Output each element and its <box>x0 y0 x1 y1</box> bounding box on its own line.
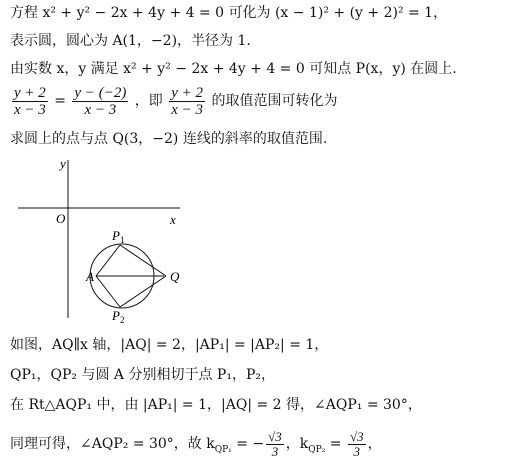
fraction-left <box>12 85 48 118</box>
fraction-denominator: x − 3 <box>171 101 204 118</box>
text-line-2: 表示圆，圆心为 A(1，−2)，半径为 1. <box>10 33 251 49</box>
fraction-root3 <box>348 430 366 459</box>
fraction-denominator: 3 <box>353 443 361 459</box>
label-point-p2: $P_2$ <box>112 308 125 324</box>
text-line-5: 求圆上的点与点 Q(3，−2) 连线的斜率的取值范围. <box>10 131 328 147</box>
fraction-numerator: √3 <box>268 428 282 444</box>
label-point-p1: $P_1$ <box>112 228 125 245</box>
equals-pos: = <box>325 436 346 452</box>
subscript-qp1: QP₁ <box>214 444 232 455</box>
label-y-axis: y <box>60 156 66 171</box>
text-line-7: QP₁，QP₂ 与圆 A 分别相切于点 P₁，P₂， <box>10 367 275 383</box>
fraction-numerator: y − (−2) <box>74 84 127 101</box>
equals-sign: = <box>54 93 66 109</box>
radius-ap1 <box>96 245 120 276</box>
equals-neg: = − <box>231 436 265 452</box>
label-point-a: A <box>86 269 94 284</box>
subscript-qp2: QP₂ <box>308 444 326 455</box>
fraction-numerator: √3 <box>349 428 364 444</box>
label-point-q: Q <box>170 269 180 284</box>
fraction-numerator: y + 2 <box>14 84 46 101</box>
text-connector: ，即 <box>134 93 163 109</box>
radius-ap2 <box>96 276 120 307</box>
fraction-neg-root3 <box>266 430 284 459</box>
text-line-8: 在 Rt△AQP₁ 中，由 |AP₁| = 1，|AQ| = 2 得，∠AQP₁ = 30°， <box>10 397 422 413</box>
fraction-numerator: y + 2 <box>171 84 204 101</box>
label-x-axis: x <box>170 212 176 227</box>
text-line-1: 方程 x² + y² − 2x + 4y + 4 = 0 可化为 (x − 1)² + (y + 2)² = 1， <box>10 5 448 21</box>
text-line-6: 如图，AQ∥x 轴，|AQ| = 2，|AP₁| = |AP₂| = 1， <box>10 337 329 353</box>
text-line-3: 由实数 x，y 满足 x² + y² − 2x + 4y + 4 = 0 可知点 P(x，y) 在圆上. <box>10 61 457 77</box>
label-origin: O <box>56 211 66 226</box>
fraction-denominator: x − 3 <box>84 101 117 118</box>
text-line-9 <box>10 424 382 470</box>
fraction-denominator: 3 <box>271 443 279 459</box>
text-tail: 的取值范围可转化为 <box>211 93 338 109</box>
text-head: 同理可得，∠AQP₂ = 30°，故 k <box>10 436 215 452</box>
text-separator: ，k <box>285 436 309 452</box>
text-end: ， <box>367 436 382 452</box>
fraction-denominator: x − 3 <box>14 101 46 118</box>
tangent-qp2 <box>120 276 166 307</box>
fraction-right <box>72 85 128 118</box>
fraction-last <box>169 85 205 118</box>
text-line-4 <box>10 84 337 118</box>
geometry-figure <box>10 152 210 324</box>
tangent-qp1 <box>120 245 166 276</box>
